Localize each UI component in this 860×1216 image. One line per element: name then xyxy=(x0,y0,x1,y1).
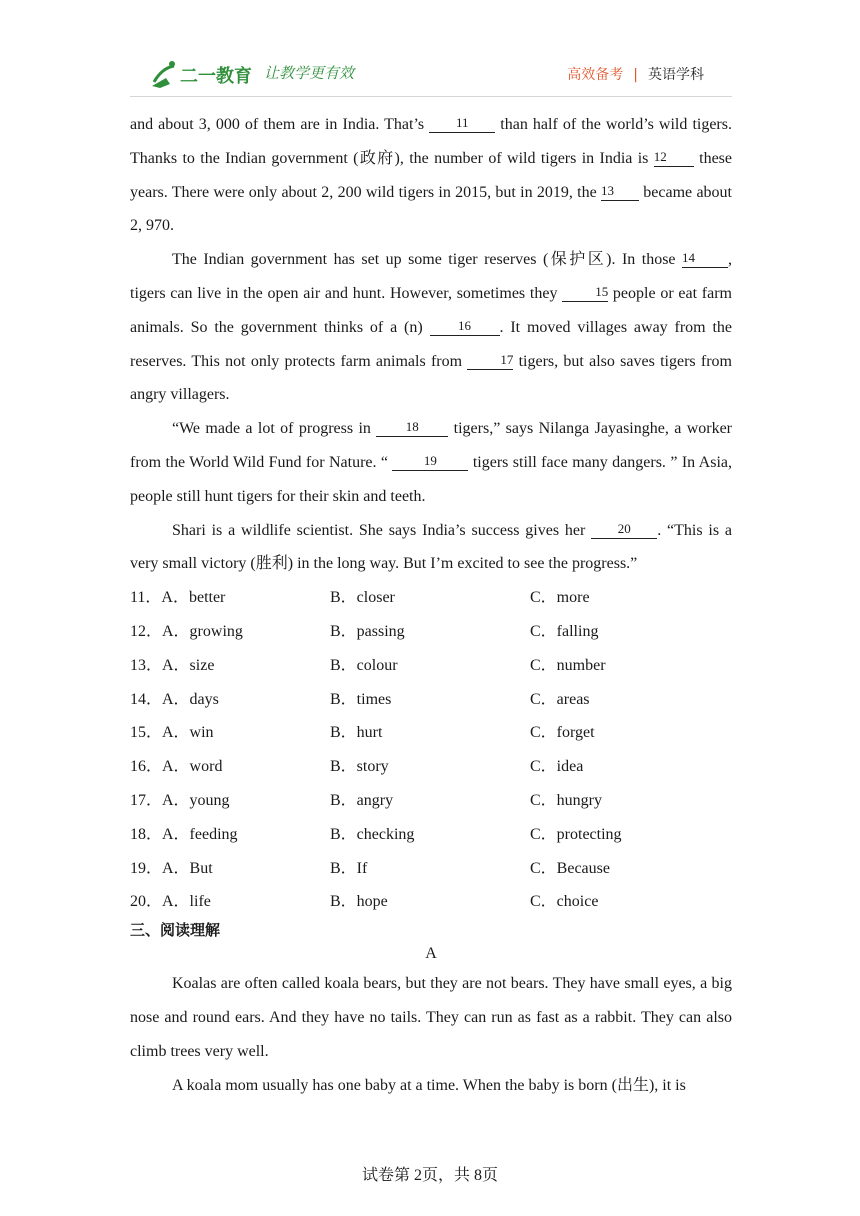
passage-paragraph-3: “We made a lot of progress in 18 tigers,” says Nilanga Jayasinghe, a worker from the World Wild Fund for Nature. “ 19 tigers still face many dangers. ” In Asia, people still hunt tigers for their skin and teeth. xyxy=(130,419,732,505)
section-title: 三、阅读理解 xyxy=(130,921,221,940)
reading-paragraph-1: Koalas are often called koala bears, but they are not bears. They have small eyes, a big nose and round ears. And they have no tails. They can run as fast as a rabbit. They can also climb trees very well. xyxy=(130,975,732,1060)
option-row xyxy=(130,818,732,852)
option-a[interactable]: 19．A．But xyxy=(130,859,213,877)
blank-15[interactable]: 15 xyxy=(562,283,608,302)
option-a[interactable]: 16．A．word xyxy=(130,758,223,776)
option-b[interactable]: B．closer xyxy=(330,589,395,607)
option-c[interactable]: C．falling xyxy=(530,622,599,640)
option-a[interactable]: 11．A．better xyxy=(130,589,226,607)
header-subject-label: 英语学科 xyxy=(648,67,704,83)
exam-content xyxy=(130,108,732,1102)
option-row xyxy=(130,649,732,683)
option-a[interactable]: 12．A．growing xyxy=(130,622,243,640)
option-a[interactable]: 17．A．young xyxy=(130,791,230,809)
blank-12[interactable]: 12 xyxy=(654,148,694,167)
option-c[interactable]: C．choice xyxy=(530,893,599,911)
passage-paragraph-2: The Indian government has set up some tiger reserves (保护区). In those 14 , tigers can live in the open air and hunt. However, sometimes they 15 people or eat farm animals. So the government thinks of a (n) 16 . It moved villages away from the reserves. This not only protects farm animals from 17 tigers, but also saves tigers from angry villagers. xyxy=(130,250,732,404)
logo-text: 二一教育 xyxy=(180,66,252,87)
brand-logo xyxy=(148,58,256,92)
header-tag: 高效备考 xyxy=(567,67,624,83)
option-b[interactable]: B．passing xyxy=(330,622,405,640)
header-subject xyxy=(567,64,704,84)
option-a[interactable]: 14．A．days xyxy=(130,690,219,708)
slogan: 让教学更有效 xyxy=(264,64,355,82)
option-a[interactable]: 13．A．size xyxy=(130,656,215,674)
option-c[interactable]: C．more xyxy=(530,589,590,607)
option-b[interactable]: B．times xyxy=(330,690,392,708)
option-c[interactable]: C．areas xyxy=(530,690,590,708)
passage-paragraph-4: Shari is a wildlife scientist. She says India’s success gives her 20 . “This is a very small victory (胜利) in the long way. But I’m excited to see the progress.” xyxy=(130,520,732,573)
blank-19[interactable]: 19 xyxy=(392,452,468,471)
passage-paragraph-1: and about 3, 000 of them are in India. That’s 11 than half of the world’s wild tigers. Thanks to the Indian government (政府), the number of wild tigers in India is 12 these years. There were only about 2, 200 wild tigers in 2015, but in 2019, the 13 became about 2, 970. xyxy=(130,115,732,235)
blank-14[interactable]: 14 xyxy=(682,249,728,268)
option-a[interactable]: 15．A．win xyxy=(130,724,214,742)
option-b[interactable]: B．hurt xyxy=(330,724,383,742)
option-c[interactable]: C．Because xyxy=(530,859,610,877)
section-subtitle: A xyxy=(425,945,437,963)
page-footer: 试卷第 2页，共 8页 xyxy=(361,1167,498,1184)
blank-20[interactable]: 20 xyxy=(591,520,657,539)
option-a[interactable]: 20．A．life xyxy=(130,893,211,911)
option-row xyxy=(130,885,732,919)
option-c[interactable]: C．number xyxy=(530,656,606,674)
blank-17[interactable]: 17 xyxy=(467,351,513,370)
header-divider xyxy=(130,96,732,97)
option-b[interactable]: B．If xyxy=(330,859,368,877)
option-c[interactable]: C．hungry xyxy=(530,791,603,809)
reading-paragraph-2: A koala mom usually has one baby at a time. When the baby is born (出生), it is xyxy=(172,1076,686,1094)
option-row xyxy=(130,750,732,784)
option-row xyxy=(130,852,732,886)
option-c[interactable]: C．protecting xyxy=(530,825,622,843)
option-row xyxy=(130,784,732,818)
option-row xyxy=(130,683,732,717)
option-b[interactable]: B．story xyxy=(330,758,389,776)
blank-13[interactable]: 13 xyxy=(601,182,639,201)
blank-11[interactable]: 11 xyxy=(429,114,495,133)
option-c[interactable]: C．forget xyxy=(530,724,595,742)
option-b[interactable]: B．checking xyxy=(330,825,415,843)
option-row xyxy=(130,581,732,615)
options-list xyxy=(130,581,732,919)
option-c[interactable]: C．idea xyxy=(530,758,584,776)
option-a[interactable]: 18．A．feeding xyxy=(130,825,238,843)
option-b[interactable]: B．colour xyxy=(330,656,398,674)
page-header xyxy=(0,0,860,100)
option-row xyxy=(130,716,732,750)
blank-16[interactable]: 16 xyxy=(430,317,500,336)
blank-18[interactable]: 18 xyxy=(376,418,448,437)
option-row xyxy=(130,615,732,649)
option-b[interactable]: B．angry xyxy=(330,791,394,809)
header-separator: | xyxy=(633,67,638,83)
option-b[interactable]: B．hope xyxy=(330,893,388,911)
